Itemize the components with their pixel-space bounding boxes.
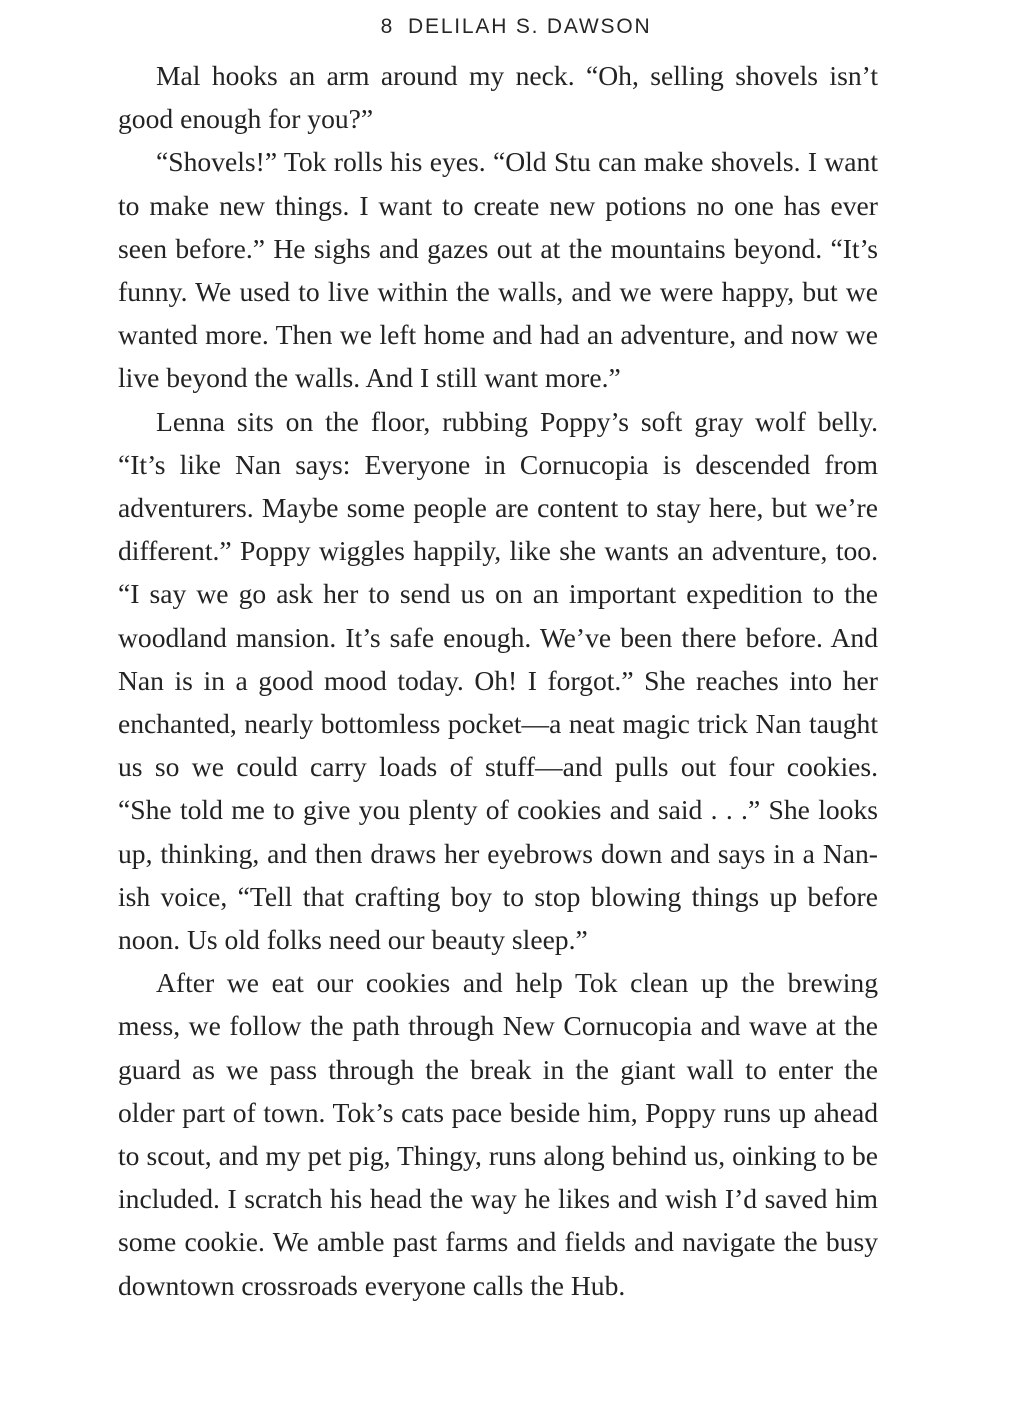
paragraph: Mal hooks an arm around my neck. “Oh, selling shovels isn’t good enough for you?” <box>118 60 878 135</box>
running-head-author: DELILAH S. DAWSON <box>408 15 652 38</box>
paragraph: Lenna sits on the floor, rubbing Poppy’s soft gray wolf belly. “It’s like Nan says: Everyone in Cornucopia is descended from adventurers. Maybe some people are content to stay here, but we’re different.” Poppy wiggles happily, like she wants an adventure, too. “I say we go ask her to send us on an important expedition to the woodland mansion. It’s safe enough. We’ve been there before. And Nan is in a good mood today. Oh! I forgot.” She reaches into her enchanted, nearly bottomless pocket—a neat magic trick Nan taught us so we could carry loads of stuff—and pulls out four cookies. “She told me to give you plenty of cookies and said . . .” She looks up, thinking, and then draws her eyebrows down and says in a Nan-ish voice, “Tell that crafting boy to stop blowing things up before noon. Us old folks need our beauty sleep.” <box>118 405 878 956</box>
body-text <box>118 54 878 1307</box>
paragraph: “Shovels!” Tok rolls his eyes. “Old Stu can make shovels. I want to make new things. I want to create new potions no one has ever seen before.” He sighs and gazes out at the mountains beyond. “It’s funny. We used to live within the walls, and we were happy, but we wanted more. Then we left home and had an adventure, and now we live beyond the walls. And I still want more.” <box>118 146 878 394</box>
paragraph: After we eat our cookies and help Tok clean up the brewing mess, we follow the path through New Cornucopia and wave at the guard as we pass through the break in the giant wall to enter the older part of town. Tok’s cats pace beside him, Poppy runs up ahead to scout, and my pet pig, Thingy, runs along behind us, oinking to be included. I scratch his head the way he likes and wish I’d saved him some cookie. We amble past farms and fields and navigate the busy downtown crossroads everyone calls the Hub. <box>118 967 878 1301</box>
page-number: 8 <box>380 15 395 38</box>
running-head <box>118 0 878 52</box>
